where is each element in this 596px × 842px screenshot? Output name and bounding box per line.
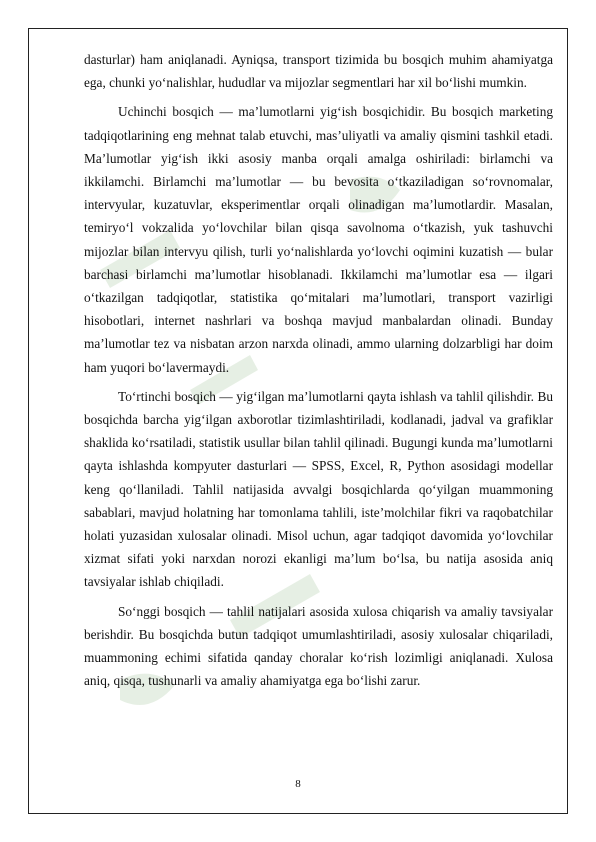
paragraph-1: dasturlar) ham aniqlanadi. Ayniqsa, transport tizimida bu bosqich muhim ahamiyatga ega, chunki yoʻnalishlar, hududlar va mijozlar segmentlari har xil boʻlishi mumkin.: [84, 52, 553, 91]
paragraph-4: Soʻnggi bosqich — tahlil natijalari asosida xulosa chiqarish va amaliy tavsiyalar berishdir. Bu bosqichda butun tadqiqot umumlashtiriladi, asosiy xulosalar chiqariladi, muammoning echimi sifatida qanday choralar koʻrish lozimligi aniqlanadi. Xulosa aniq, qisqa, tushunarli va amaliy ahamiyatga ega boʻlishi zarur.: [84, 603, 553, 689]
page-number: 8: [295, 778, 301, 790]
body-text: [84, 48, 553, 698]
paragraph-3: Toʻrtinchi bosqich — yigʻilgan maʼlumotlarni qayta ishlash va tahlil qilishdir. Bu bosqichda barcha yigʻilgan axborotlar tizimlashtiriladi, kodlanadi, jadval va grafiklar shaklida koʻrsatiladi, statistik usullar bilan tahlil qilinadi. Bugungi kunda maʼlumotlarni qayta ishlashda kompyuter dasturlari — SPSS, Excel, R, Python asosidagi modellar keng qoʻllaniladi. Tahlil natijasida avvalgi bosqichlarda qoʻyilgan muammoning sabablari, mavjud holatning har tomonlama tahlili, isteʼmolchilar fikri va raqobatchilar holati yuzasidan xulosalar olinadi. Misol uchun, agar tadqiqot davomida yoʻlovchilar xizmat sifati yoki narxdan norozi ekanligi maʼlum boʻlsa, bu natija asosida aniq tavsiyalar ishlab chiqiladi.: [84, 388, 553, 590]
paragraph-2: Uchinchi bosqich — maʼlumotlarni yigʻish bosqichidir. Bu bosqich marketing tadqiqotlarining eng mehnat talab etuvchi, masʼuliyatli va amaliy qismini tashkil etadi. Maʼlumotlar yigʻish ikki asosiy manba orqali amalga oshiriladi: birlamchi va ikkilamchi. Birlamchi maʼlumotlar — bu bevosita oʻtkaziladigan soʻrovnomalar, intervyular, kuzatuvlar, eksperimentlar orqali olinadigan maʼlumotlardir. Masalan, temiryoʻl vokzalida yoʻlovchilar bilan qisqa savolnoma oʻtkazish, yuk tashuvchi mijozlar bilan intervyu qilish, turli yoʻnalishlarda yoʻlovchi oqimini kuzatish — bular barchasi birlamchi maʼlumotlar hisoblanadi. Ikkilamchi maʼlumotlar esa — ilgari oʻtkazilgan tadqiqotlar, statistika qoʻmitalari maʼlumotlari, transport vazirligi hisobotlari, internet nashrlari va boshqa mavjud manbalardan olinadi. Bunday maʼlumotlar tez va nisbatan arzon narxda olinadi, ammo ularning dolzarbligi har doim ham yuqori boʻlavermaydi.: [84, 104, 553, 375]
